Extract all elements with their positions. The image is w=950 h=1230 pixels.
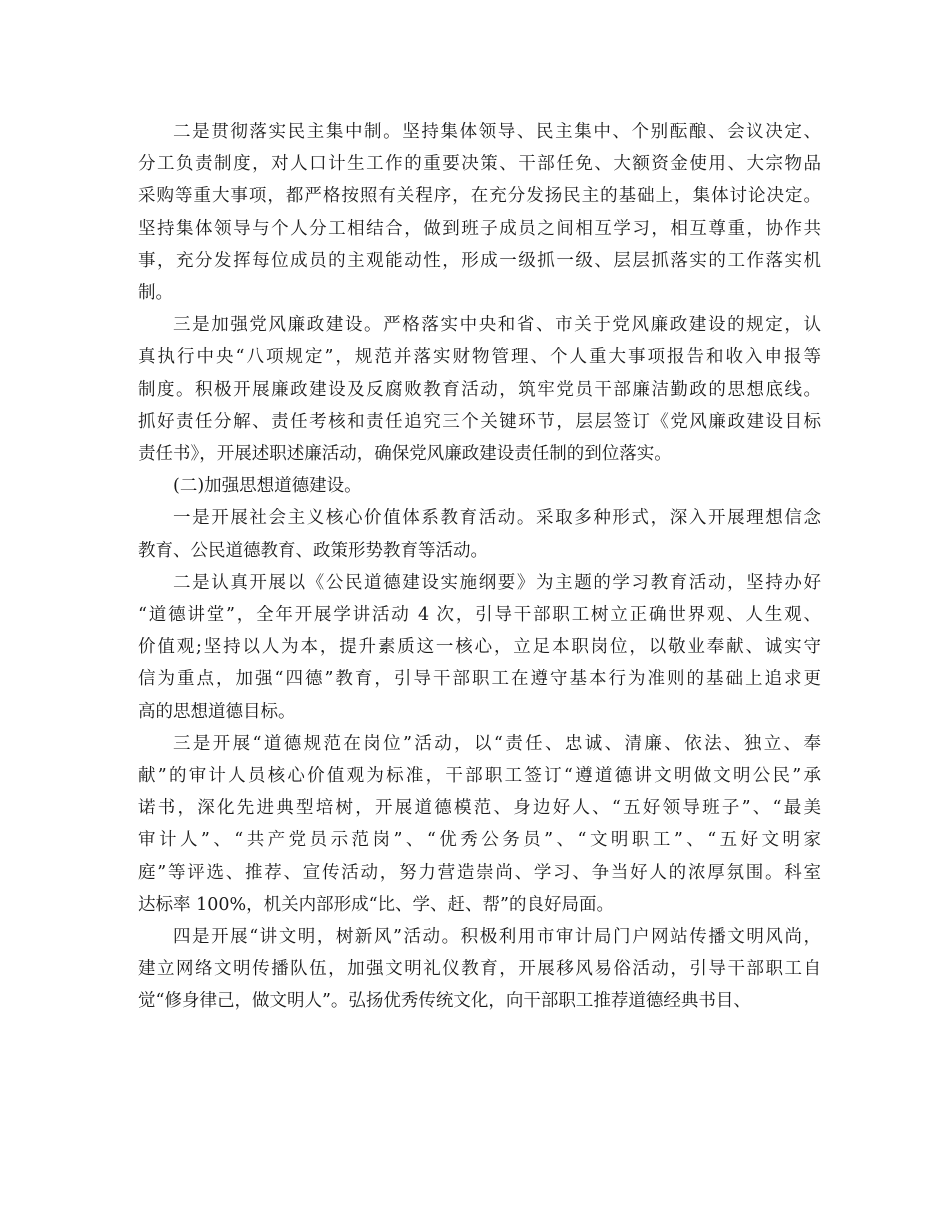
text-line: 二是认真开展以《公民道德建设实施纲要》为主题的学习教育活动，坚持办好 xyxy=(173,572,821,593)
text-line: “道德讲堂”，全年开展学讲活动 4 次，引导干部职工树立正确世界观、人生观、 xyxy=(138,605,821,626)
text-line: 事，充分发挥每位成员的主观能动性，形成一级抓一级、层层抓落实的工作落实机 xyxy=(138,250,821,271)
paragraph xyxy=(138,309,821,470)
text-line: 诺书，深化先进典型培树，开展道德模范、身边好人、“五好领导班子”、“最美 xyxy=(138,798,821,819)
text-line: 分工负责制度，对人口计生工作的重要决策、干部任免、大额资金使用、大宗物品 xyxy=(138,154,821,175)
paragraph xyxy=(138,567,821,728)
text-line: 坚持集体领导与个人分工相结合，做到班子成员之间相互学习，相互尊重，协作共 xyxy=(138,218,821,239)
paragraph xyxy=(138,470,821,502)
text-line: 制度。积极开展廉政建设及反腐败教育活动，筑牢党员干部廉洁勤政的思想底线。 xyxy=(138,379,821,400)
text-line: (二)加强思想道德建设。 xyxy=(173,476,362,497)
text-line: 制。 xyxy=(138,283,173,304)
text-line: 真执行中央“八项规定”，规范并落实财物管理、个人重大事项报告和收入申报等 xyxy=(138,347,821,368)
text-line: 高的思想道德目标。 xyxy=(138,701,296,722)
paragraph xyxy=(138,728,821,921)
text-line: 教育、公民道德教育、政策形势教育等活动。 xyxy=(138,540,488,561)
text-line: 价值观;坚持以人为本，提升素质这一核心，立足本职岗位，以敬业奉献、诚实守 xyxy=(138,637,821,658)
text-line: 献”的审计人员核心价值观为标准，干部职工签订“遵道德讲文明做文明公民”承 xyxy=(138,766,821,787)
text-line: 四是开展“讲文明，树新风”活动。积极利用市审计局门户网站传播文明风尚， xyxy=(173,927,821,948)
text-line: 采购等重大事项，都严格按照有关程序，在充分发扬民主的基础上，集体讨论决定。 xyxy=(138,186,821,207)
text-line: 责任书》，开展述职述廉活动，确保党风廉政建设责任制的到位落实。 xyxy=(138,444,672,465)
text-line: 三是加强党风廉政建设。严格落实中央和省、市关于党风廉政建设的规定，认 xyxy=(173,315,821,336)
text-line: 建立网络文明传播队伍，加强文明礼仪教育，开展移风易俗活动，引导干部职工自 xyxy=(138,959,821,980)
text-line: 审计人”、“共产党员示范岗”、“优秀公务员”、“文明职工”、“五好文明家 xyxy=(138,830,821,851)
paragraph xyxy=(138,502,821,566)
paragraph xyxy=(138,116,821,309)
paragraph xyxy=(138,921,821,1018)
text-line: 庭”等评选、推荐、宣传活动，努力营造崇尚、学习、争当好人的浓厚氛围。科室 xyxy=(138,862,821,883)
text-line: 抓好责任分解、责任考核和责任追究三个关键环节，层层签订《党风廉政建设目标 xyxy=(138,411,821,432)
text-line: 三是开展“道德规范在岗位”活动，以“责任、忠诚、清廉、依法、独立、奉 xyxy=(173,733,821,754)
text-line: 二是贯彻落实民主集中制。坚持集体领导、民主集中、个别酝酿、会议决定、 xyxy=(173,122,821,142)
text-line: 一是开展社会主义核心价值体系教育活动。采取多种形式，深入开展理想信念 xyxy=(173,508,821,529)
text-line: 觉“修身律己，做文明人”。弘扬优秀传统文化，向干部职工推荐道德经典书目、 xyxy=(138,991,751,1012)
text-line: 达标率 100%，机关内部形成“比、学、赶、帮”的良好局面。 xyxy=(138,894,614,915)
document-body xyxy=(138,116,821,1018)
text-line: 信为重点，加强“四德”教育，引导干部职工在遵守基本行为准则的基础上追求更 xyxy=(138,669,821,690)
